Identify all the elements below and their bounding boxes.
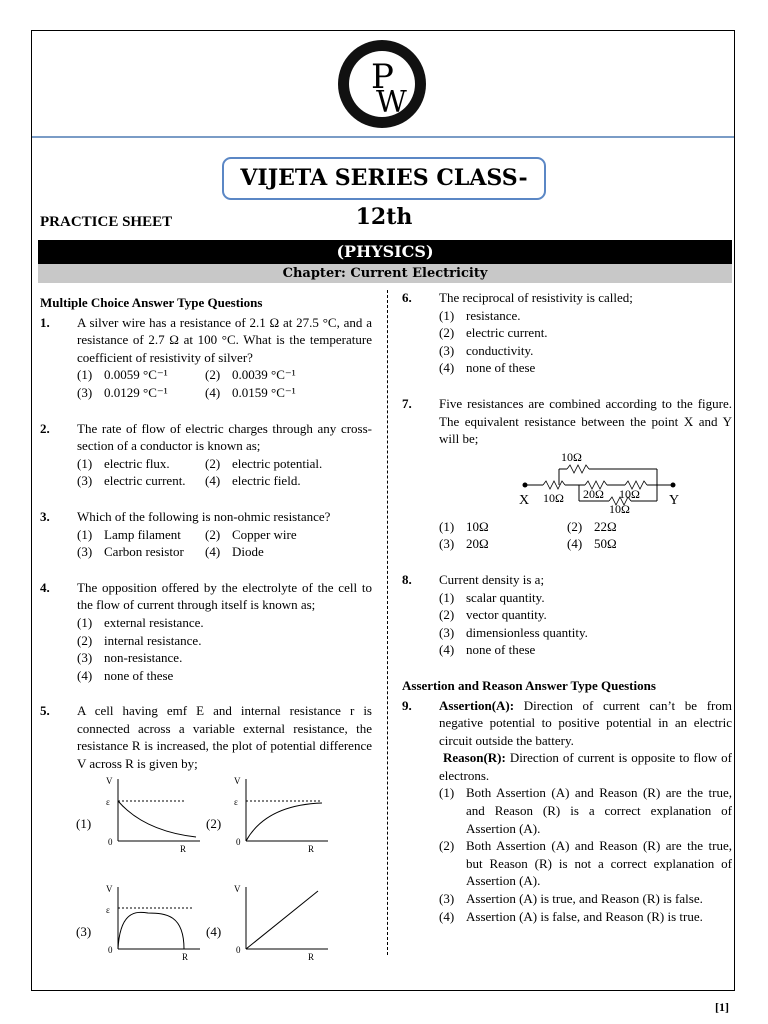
options xyxy=(77,455,372,490)
chapter-bar: Chapter: Current Electricity xyxy=(38,264,732,283)
question-5 xyxy=(40,702,372,772)
logo-letter-w: W xyxy=(376,85,407,120)
option-2: (2) 22Ω xyxy=(567,518,617,534)
question-text: Current density is a; xyxy=(439,571,545,587)
practice-sheet-label: PRACTICE SHEET xyxy=(40,214,173,230)
q9-options xyxy=(402,784,732,925)
question-7 xyxy=(402,395,732,553)
question-number: 6. xyxy=(402,290,412,305)
subject-bar: (PHYSICS) xyxy=(38,240,732,264)
question-4 xyxy=(40,579,372,685)
option-2: (2) 0.0039 °C⁻¹ xyxy=(205,367,296,383)
option-2: (2) Both Assertion (A) and Reason (R) are the true, but Reason (R) is not a correct explanation of Assertion (A). xyxy=(439,838,732,889)
svg-text:0: 0 xyxy=(108,836,113,847)
option-4: (4) 0.0159 °C⁻¹ xyxy=(205,384,296,400)
option-4: (4) none of these xyxy=(439,642,536,658)
label-r-bottom: 10Ω xyxy=(609,501,630,514)
column-divider xyxy=(387,290,388,955)
svg-text:ε: ε xyxy=(106,796,110,807)
option-3: (3) electric current. xyxy=(77,473,186,489)
question-text: Which of the following is non-ohmic resistance? xyxy=(77,508,331,524)
reason-text: Reason(R): Direction of current is opposite to flow of electrons. xyxy=(439,750,733,783)
graph-label-1: (1) xyxy=(76,815,92,831)
label-r-b: 20Ω xyxy=(583,486,604,501)
question-text: A silver wire has a resistance of 2.1 Ω at 27.5 °C, and a resistance of 2.7 Ω at 100 °C. What is the temperature coefficient of resistivity of silver? xyxy=(77,314,372,365)
option-4: (4) none of these xyxy=(439,360,536,376)
question-2 xyxy=(40,420,372,490)
question-number: 8. xyxy=(402,571,412,587)
logo-letter-p: P xyxy=(371,57,394,97)
question-text: The reciprocal of resistivity is called; xyxy=(439,290,633,305)
option-2: (2) Copper wire xyxy=(205,526,297,542)
graph-3-arch xyxy=(104,881,204,961)
question-number: 4. xyxy=(40,579,50,595)
option-4: (4) 50Ω xyxy=(567,536,617,552)
question-number: 9. xyxy=(402,697,412,713)
page-number: [1] xyxy=(715,1000,729,1014)
svg-text:R: R xyxy=(182,951,189,961)
option-1: (1) external resistance. xyxy=(77,614,204,630)
graph-2-increasing xyxy=(232,773,332,853)
section-heading-assertion: Assertion and Reason Answer Type Questions xyxy=(402,677,656,693)
option-2: (2) vector quantity. xyxy=(439,607,547,623)
question-text: A cell having emf E and internal resistance r is connected across a variable external resistance, the resistance R is increased, the plot of potential difference V across R is given by; xyxy=(77,703,372,772)
header-rule xyxy=(32,136,734,138)
question-3 xyxy=(40,508,372,561)
question-text: Five resistances are combined according to the figure. The equivalent resistance between the point X and Y will be; xyxy=(439,395,732,447)
question-6 xyxy=(402,289,732,377)
svg-text:R: R xyxy=(180,843,187,853)
question-1 xyxy=(40,314,372,402)
question-number: 1. xyxy=(40,314,50,330)
option-1: (1) resistance. xyxy=(439,307,521,323)
option-4: (4) Diode xyxy=(205,544,264,560)
option-1: (1) scalar quantity. xyxy=(439,589,545,605)
option-1: (1) 0.0059 °C⁻¹ xyxy=(77,367,168,383)
option-1: (1) Lamp filament xyxy=(77,526,181,542)
series-title: VIJETA SERIES CLASS-12th xyxy=(222,157,546,200)
option-3: (3) Assertion (A) is true, and Reason (R) is false. xyxy=(439,891,703,907)
q5-graphs xyxy=(40,773,372,973)
svg-text:R: R xyxy=(308,843,315,853)
option-2: (2) internal resistance. xyxy=(77,632,202,648)
label-y: Y xyxy=(669,492,680,508)
question-number: 2. xyxy=(40,420,50,436)
svg-text:0: 0 xyxy=(108,944,113,955)
assertion-text: Assertion(A): Direction of current can’t be from negative potential to positive potential in an electric circuit outside the battery. xyxy=(439,697,732,748)
svg-text:V: V xyxy=(234,775,241,786)
graph-label-2: (2) xyxy=(206,815,222,831)
svg-text:0: 0 xyxy=(236,944,241,955)
graph-1-decreasing xyxy=(104,773,204,853)
option-2: (2) electric current. xyxy=(439,325,548,341)
graph-label-4: (4) xyxy=(206,923,222,939)
option-1: (1) Both Assertion (A) and Reason (R) are the true, and Reason (R) is a correct explanation of Assertion (A). xyxy=(439,785,732,836)
label-x: X xyxy=(519,492,530,508)
svg-text:V: V xyxy=(234,883,241,894)
options xyxy=(77,366,372,401)
option-3: (3) 0.0129 °C⁻¹ xyxy=(77,384,168,400)
option-3: (3) Carbon resistor xyxy=(77,544,184,560)
option-3: (3) 20Ω xyxy=(439,536,489,552)
svg-text:V: V xyxy=(106,775,113,786)
question-number: 7. xyxy=(402,395,412,411)
section-heading-mcq: Multiple Choice Answer Type Questions xyxy=(40,295,263,310)
resistor-circuit-diagram xyxy=(509,450,689,514)
option-3: (3) conductivity. xyxy=(439,342,534,358)
question-text: The opposition offered by the electrolyte of the cell to the flow of current through itself is known as; xyxy=(77,579,372,613)
option-1: (1) 10Ω xyxy=(439,518,489,534)
svg-text:V: V xyxy=(106,883,113,894)
left-column xyxy=(40,294,372,973)
svg-text:ε: ε xyxy=(234,796,238,807)
option-3: (3) non-resistance. xyxy=(77,650,183,666)
pw-logo xyxy=(336,38,428,130)
option-4: (4) electric field. xyxy=(205,473,301,489)
option-4: (4) Assertion (A) is false, and Reason (R) is true. xyxy=(439,908,703,924)
options xyxy=(439,518,732,553)
right-column xyxy=(402,289,732,925)
question-8 xyxy=(402,571,732,659)
graph-label-3: (3) xyxy=(76,923,92,939)
svg-text:R: R xyxy=(308,951,315,961)
question-number: 5. xyxy=(40,703,50,719)
svg-text:ε: ε xyxy=(106,904,110,915)
svg-text:0: 0 xyxy=(236,836,241,847)
label-r-a: 10Ω xyxy=(543,490,564,505)
label-r-top: 10Ω xyxy=(561,449,582,464)
question-text: The rate of flow of electric charges through any cross-section of a conductor is known as; xyxy=(77,420,372,454)
option-4: (4) none of these xyxy=(77,667,174,683)
question-number: 3. xyxy=(40,508,50,524)
question-9 xyxy=(402,697,732,750)
label-r-c: 10Ω xyxy=(619,486,640,501)
option-2: (2) electric potential. xyxy=(205,455,323,471)
graph-4-linear xyxy=(232,881,332,961)
option-1: (1) electric flux. xyxy=(77,455,170,471)
options xyxy=(77,526,372,561)
option-3: (3) dimensionless quantity. xyxy=(439,624,588,640)
